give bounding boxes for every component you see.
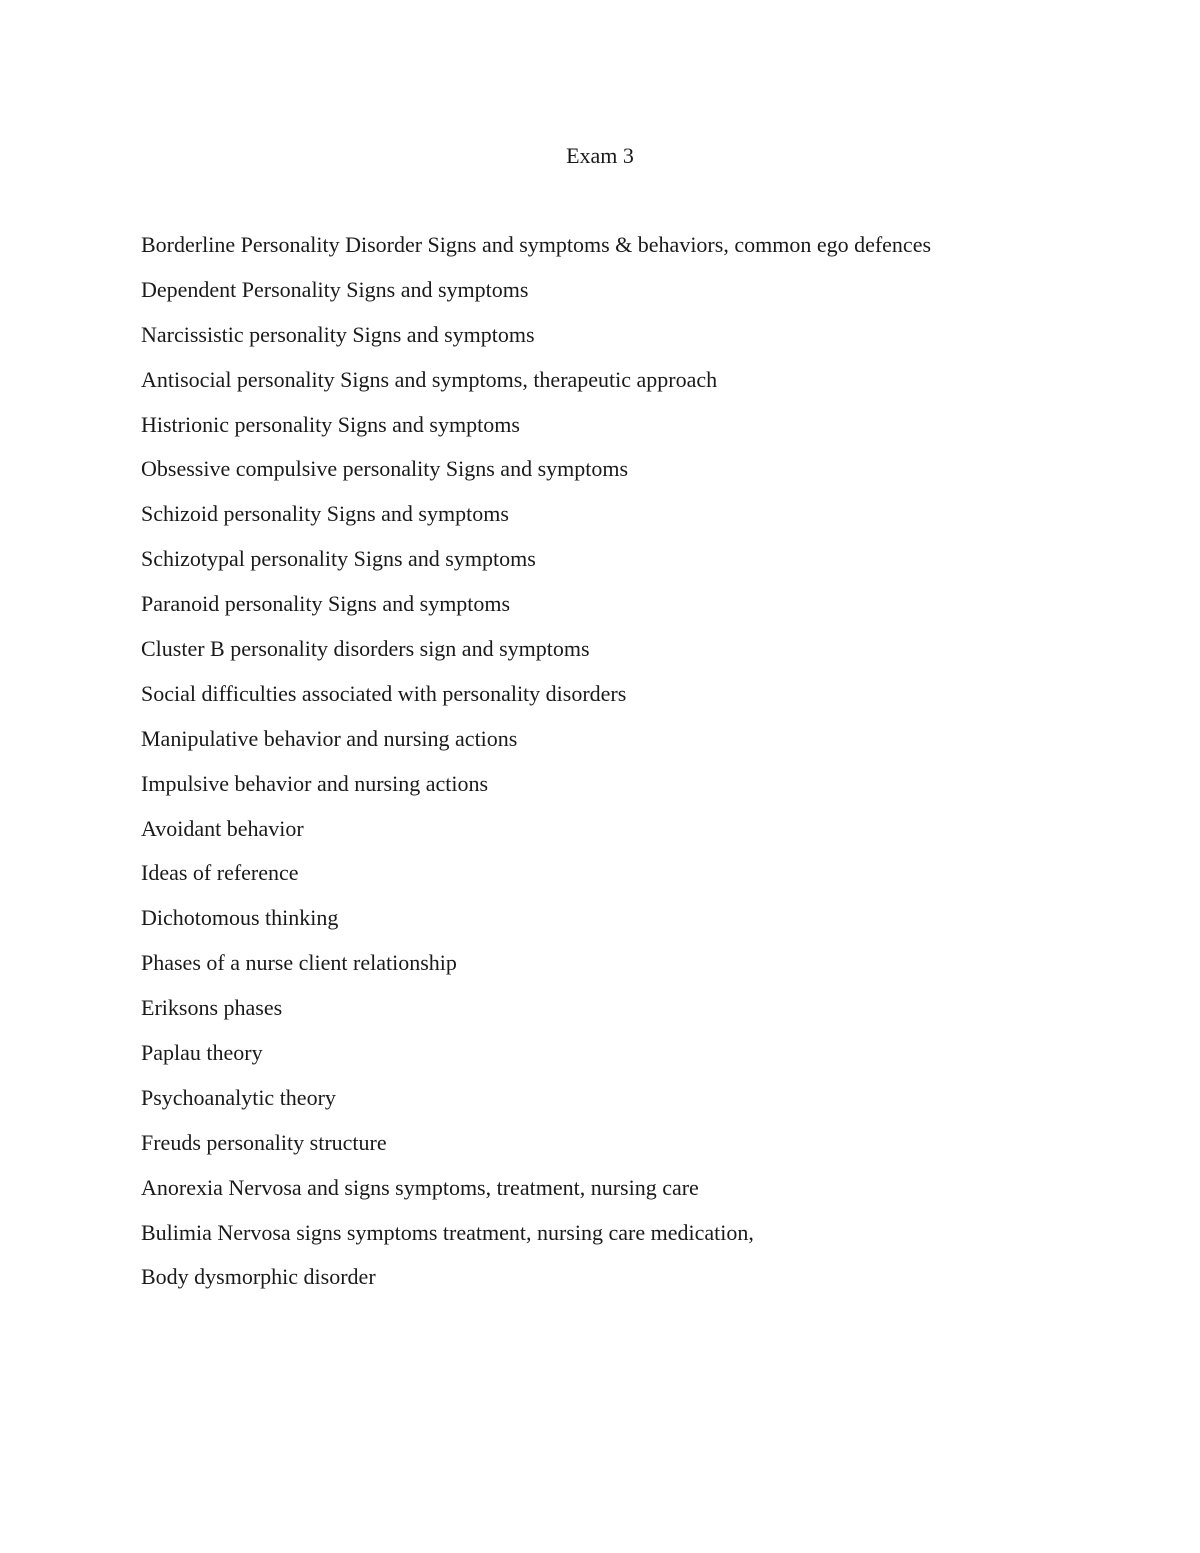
list-item: Bulimia Nervosa signs symptoms treatment, nursing care medication, (141, 1219, 754, 1245)
list-item: Psychoanalytic theory (141, 1084, 336, 1110)
list-item: Histrionic personality Signs and symptoms (141, 411, 520, 437)
list-item: Cluster B personality disorders sign and symptoms (141, 636, 590, 662)
list-item: Schizoid personality Signs and symptoms (141, 501, 509, 527)
list-item: Antisocial personality Signs and symptoms, therapeutic approach (141, 366, 718, 392)
list-item: Paplau theory (141, 1040, 263, 1066)
list-item: Avoidant behavior (141, 815, 304, 841)
list-item: Dependent Personality Signs and symptoms (141, 276, 529, 302)
list-item: Social difficulties associated with personality disorders (141, 680, 627, 706)
list-item: Ideas of reference (141, 860, 299, 886)
list-item: Borderline Personality Disorder Signs and symptoms & behaviors, common ego defences (141, 232, 932, 257)
list-item: Manipulative behavior and nursing actions (141, 725, 518, 751)
list-item: Schizotypal personality Signs and symptoms (141, 546, 536, 572)
list-item: Freuds personality structure (141, 1129, 387, 1155)
list-item: Body dysmorphic disorder (141, 1264, 376, 1290)
list-item: Paranoid personality Signs and symptoms (141, 591, 511, 617)
list-item: Anorexia Nervosa and signs symptoms, treatment, nursing care (141, 1174, 699, 1200)
list-item: Narcissistic personality Signs and symptoms (141, 321, 535, 347)
list-item: Phases of a nurse client relationship (141, 950, 457, 976)
page-title: Exam 3 (566, 143, 634, 168)
list-item: Eriksons phases (141, 995, 283, 1021)
list-item: Obsessive compulsive personality Signs and symptoms (141, 456, 629, 482)
list-item: Impulsive behavior and nursing actions (141, 770, 489, 796)
topic-list (141, 229, 931, 1306)
list-item: Dichotomous thinking (141, 905, 339, 931)
